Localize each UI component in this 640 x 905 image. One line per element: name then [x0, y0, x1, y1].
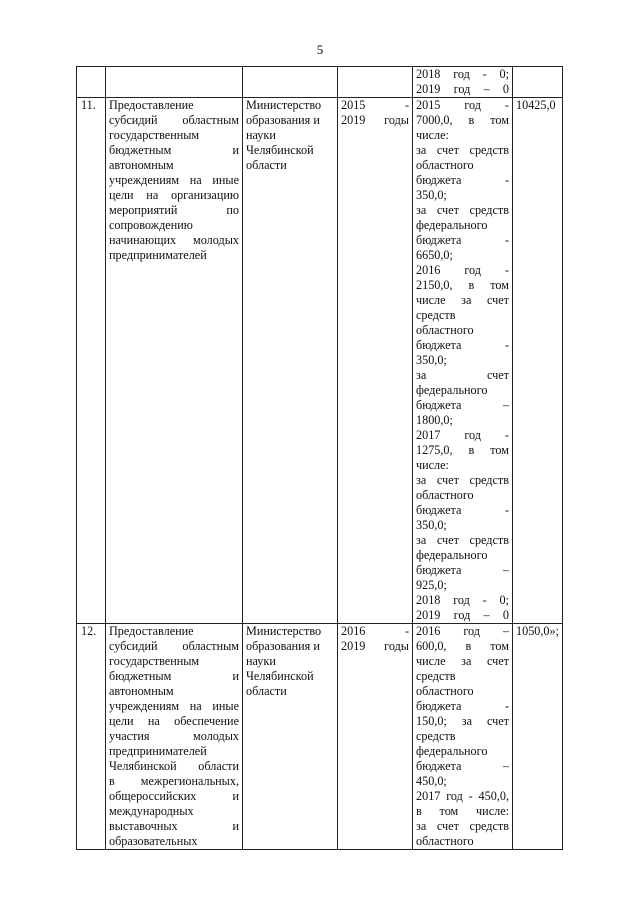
cell-line: федерального: [416, 744, 488, 758]
cell-line: Министерство: [246, 624, 322, 638]
cell-line: Предоставление: [109, 624, 194, 638]
executor: [243, 624, 338, 850]
cell-line: общероссийских и: [109, 789, 239, 803]
cell-line: за счет средств: [416, 203, 509, 217]
cell-line: за счет средств: [416, 819, 509, 833]
cell-line: автономным: [109, 684, 174, 698]
cell-line: цели на обеспечение: [109, 714, 239, 728]
page-number: 5: [316, 42, 324, 57]
measure-name: [106, 624, 243, 850]
term: [338, 624, 413, 850]
cell-line: мероприятий по: [109, 203, 239, 217]
cell-line: за счет: [416, 368, 509, 382]
cell-line: науки: [246, 128, 276, 142]
cell-line: 2016 -: [341, 624, 409, 638]
cell-line: областного: [416, 684, 474, 698]
cell-line: области: [246, 684, 287, 698]
cell-line: федерального: [416, 218, 488, 232]
cell-line: 450,0;: [416, 774, 447, 788]
cell-line: областного: [416, 488, 474, 502]
cell-line: в том числе:: [416, 804, 509, 818]
cell-line: федерального: [416, 548, 488, 562]
cell-line: участия молодых: [109, 729, 239, 743]
cell-line: бюджета -: [416, 338, 509, 352]
cell-line: бюджета -: [416, 699, 509, 713]
cell-line: субсидий областным: [109, 113, 239, 127]
financing: [413, 624, 513, 850]
total-cell: [513, 67, 563, 98]
cell-line: предпринимателей: [109, 248, 207, 262]
cell-line: области: [246, 158, 287, 172]
cell-line: бюджетным и: [109, 669, 239, 683]
cell-line: бюджета -: [416, 233, 509, 247]
row-number: 11.: [77, 98, 106, 624]
table-row: [77, 98, 563, 624]
cell-line: средств: [416, 729, 456, 743]
cell-line: 7000,0, в том: [416, 113, 509, 127]
table-row: [77, 624, 563, 850]
cell-line: 1275,0, в том: [416, 443, 509, 457]
total-amount: 10425,0: [513, 98, 563, 624]
term-cell: [338, 67, 413, 98]
cell-line: 2015 год -: [416, 98, 509, 112]
cell-line: науки: [246, 654, 276, 668]
cell-line: областного: [416, 158, 474, 172]
cell-line: 925,0;: [416, 578, 447, 592]
cell-line: 2016 год –: [416, 624, 509, 638]
num-cell: [77, 67, 106, 98]
cell-line: бюджета -: [416, 503, 509, 517]
financing-cell: [413, 67, 513, 98]
cell-line: числе за счет: [416, 654, 509, 668]
cell-line: автономным: [109, 158, 174, 172]
cell-line: 2016 год -: [416, 263, 509, 277]
cell-line: бюджета –: [416, 563, 509, 577]
cell-line: Предоставление: [109, 98, 194, 112]
cell-line: 2018 год - 0;: [416, 593, 509, 607]
cell-line: образовательных: [109, 834, 198, 848]
name-cell: [106, 67, 243, 98]
total-amount: 1050,0»;: [513, 624, 563, 850]
cell-line: государственным: [109, 654, 200, 668]
cell-line: учреждениям на иные: [109, 173, 239, 187]
cell-line: 2019 годы: [341, 113, 409, 127]
cell-line: средств: [416, 308, 456, 322]
cell-line: цели на организацию: [109, 188, 239, 202]
executor-cell: [243, 67, 338, 98]
cell-line: за счет средств: [416, 473, 509, 487]
cell-line: государственным: [109, 128, 200, 142]
cell-line: Министерство: [246, 98, 322, 112]
cell-line: 150,0; за счет: [416, 714, 509, 728]
cell-line: 2015 -: [341, 98, 409, 112]
measure-name: [106, 98, 243, 624]
cell-line: 2019 год – 0: [416, 82, 509, 96]
cell-line: 2019 год – 0: [416, 608, 509, 622]
table-row-continuation: [77, 67, 563, 98]
cell-line: числе:: [416, 458, 449, 472]
cell-line: областного: [416, 323, 474, 337]
cell-line: 600,0, в том: [416, 639, 509, 653]
cell-line: Челябинской: [246, 669, 314, 683]
cell-line: 350,0;: [416, 188, 447, 202]
cell-line: 1800,0;: [416, 413, 453, 427]
cell-line: бюджета -: [416, 173, 509, 187]
cell-line: Челябинской: [246, 143, 314, 157]
term: [338, 98, 413, 624]
cell-line: 350,0;: [416, 518, 447, 532]
cell-line: 2150,0, в том: [416, 278, 509, 292]
cell-line: областного: [416, 834, 474, 848]
cell-line: бюджетным и: [109, 143, 239, 157]
cell-line: образования и: [246, 639, 320, 653]
cell-line: в межрегиональных,: [109, 774, 239, 788]
cell-line: федерального: [416, 383, 488, 397]
cell-line: субсидий областным: [109, 639, 239, 653]
row-number: 12.: [77, 624, 106, 850]
cell-line: бюджета –: [416, 759, 509, 773]
cell-line: 350,0;: [416, 353, 447, 367]
program-table: [76, 66, 563, 850]
cell-line: международных: [109, 804, 194, 818]
cell-line: Челябинской области: [109, 759, 239, 773]
cell-line: 2018 год - 0;: [416, 67, 509, 81]
cell-line: образования и: [246, 113, 320, 127]
cell-line: числе за счет: [416, 293, 509, 307]
cell-line: 6650,0;: [416, 248, 453, 262]
cell-line: предпринимателей: [109, 744, 207, 758]
cell-line: числе:: [416, 128, 449, 142]
cell-line: сопровождению: [109, 218, 193, 232]
executor: [243, 98, 338, 624]
cell-line: средств: [416, 669, 456, 683]
cell-line: за счет средств: [416, 533, 509, 547]
cell-line: выставочных и: [109, 819, 239, 833]
cell-line: 2019 годы: [341, 639, 409, 653]
cell-line: за счет средств: [416, 143, 509, 157]
cell-line: 2017 год - 450,0,: [416, 789, 509, 803]
cell-line: 2017 год -: [416, 428, 509, 442]
financing: [413, 98, 513, 624]
cell-line: бюджета –: [416, 398, 509, 412]
cell-line: учреждениям на иные: [109, 699, 239, 713]
cell-line: начинающих молодых: [109, 233, 239, 247]
